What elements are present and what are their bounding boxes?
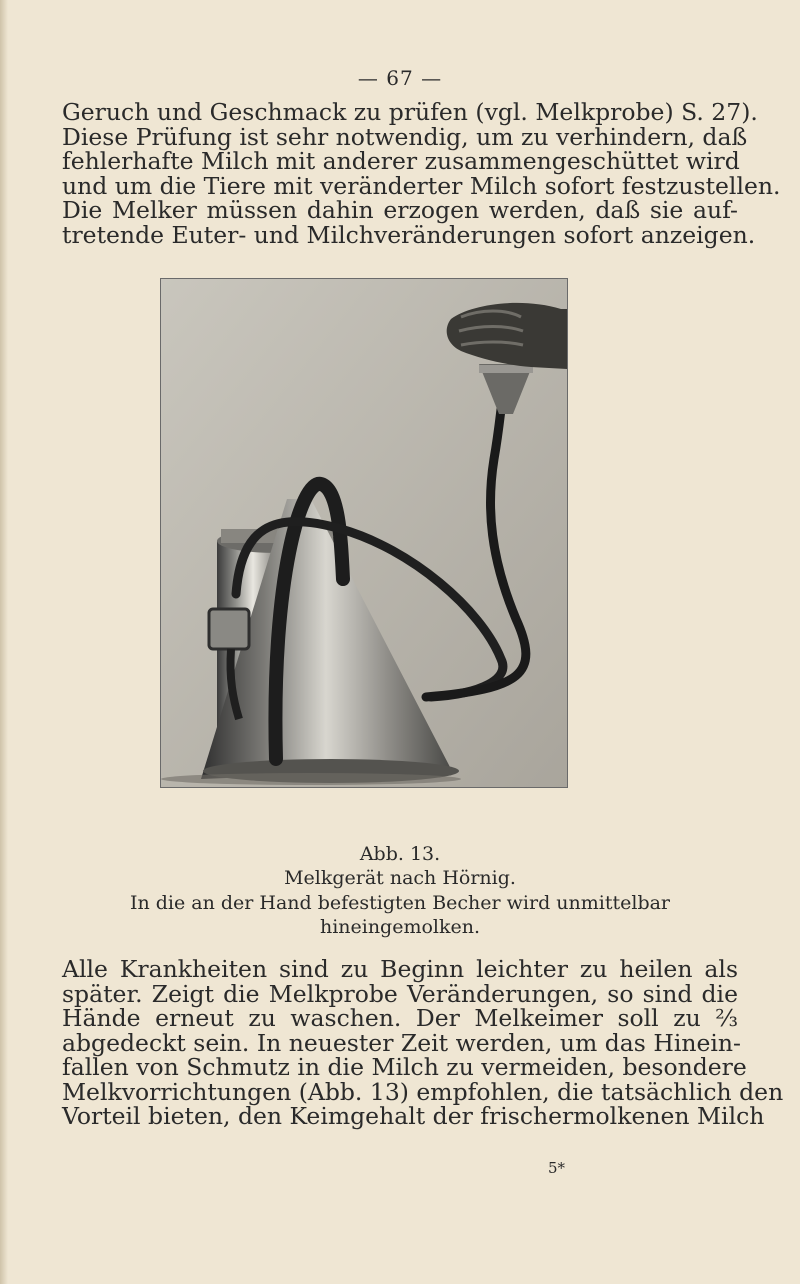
figure-description-line: hineingemolken. xyxy=(319,916,481,938)
text-line: später. Zeigt die Melkprobe Veränderungen, so sind die xyxy=(62,979,738,1008)
text-line: Vorteil bieten, den Keimgehalt der frischermolkenen Milch xyxy=(62,1102,765,1130)
paragraph-bottom xyxy=(62,955,784,1130)
figure-photo-milking-device xyxy=(160,278,568,788)
text-line: Alle Krankheiten sind zu Beginn leichter zu heilen als xyxy=(62,955,738,983)
text-line: und um die Tiere mit veränderter Milch sofort festzustellen. xyxy=(62,171,781,200)
text-line: Die Melker müssen dahin erzogen werden, daß sie auf- xyxy=(62,196,738,224)
text-line: Diese Prüfung ist sehr notwendig, um zu verhindern, daß xyxy=(62,122,748,151)
text-line: Geruch und Geschmack zu prüfen (vgl. Melkprobe) S. 27). xyxy=(62,98,758,126)
text-line: Hände erneut zu waschen. Der Melkeimer soll zu ⅔ xyxy=(62,1004,738,1032)
text-line: abgedeckt sein. In neuester Zeit werden, um das Hinein- xyxy=(62,1028,741,1057)
text-line: fallen von Schmutz in die Milch zu vermeiden, besondere xyxy=(62,1053,747,1081)
text-line: fehlerhafte Milch mit anderer zusammengeschüttet wird xyxy=(62,147,740,175)
signature-mark: 5* xyxy=(548,1159,566,1177)
figure-description-line: In die an der Hand befestigten Becher wird unmittelbar xyxy=(129,892,671,914)
figure-title: Melkgerät nach Hörnig. xyxy=(284,867,516,889)
text-line: tretende Euter- und Milchveränderungen sofort anzeigen. xyxy=(62,220,756,249)
paragraph-top xyxy=(62,98,781,249)
milking-device-illustration xyxy=(161,279,567,787)
page-number: — 67 — xyxy=(357,66,443,90)
figure-label: Abb. 13. xyxy=(359,843,441,865)
text-line: Melkvorrichtungen (Abb. 13) empfohlen, die tatsächlich den xyxy=(62,1077,784,1106)
page-edge-shadow xyxy=(0,0,8,1284)
